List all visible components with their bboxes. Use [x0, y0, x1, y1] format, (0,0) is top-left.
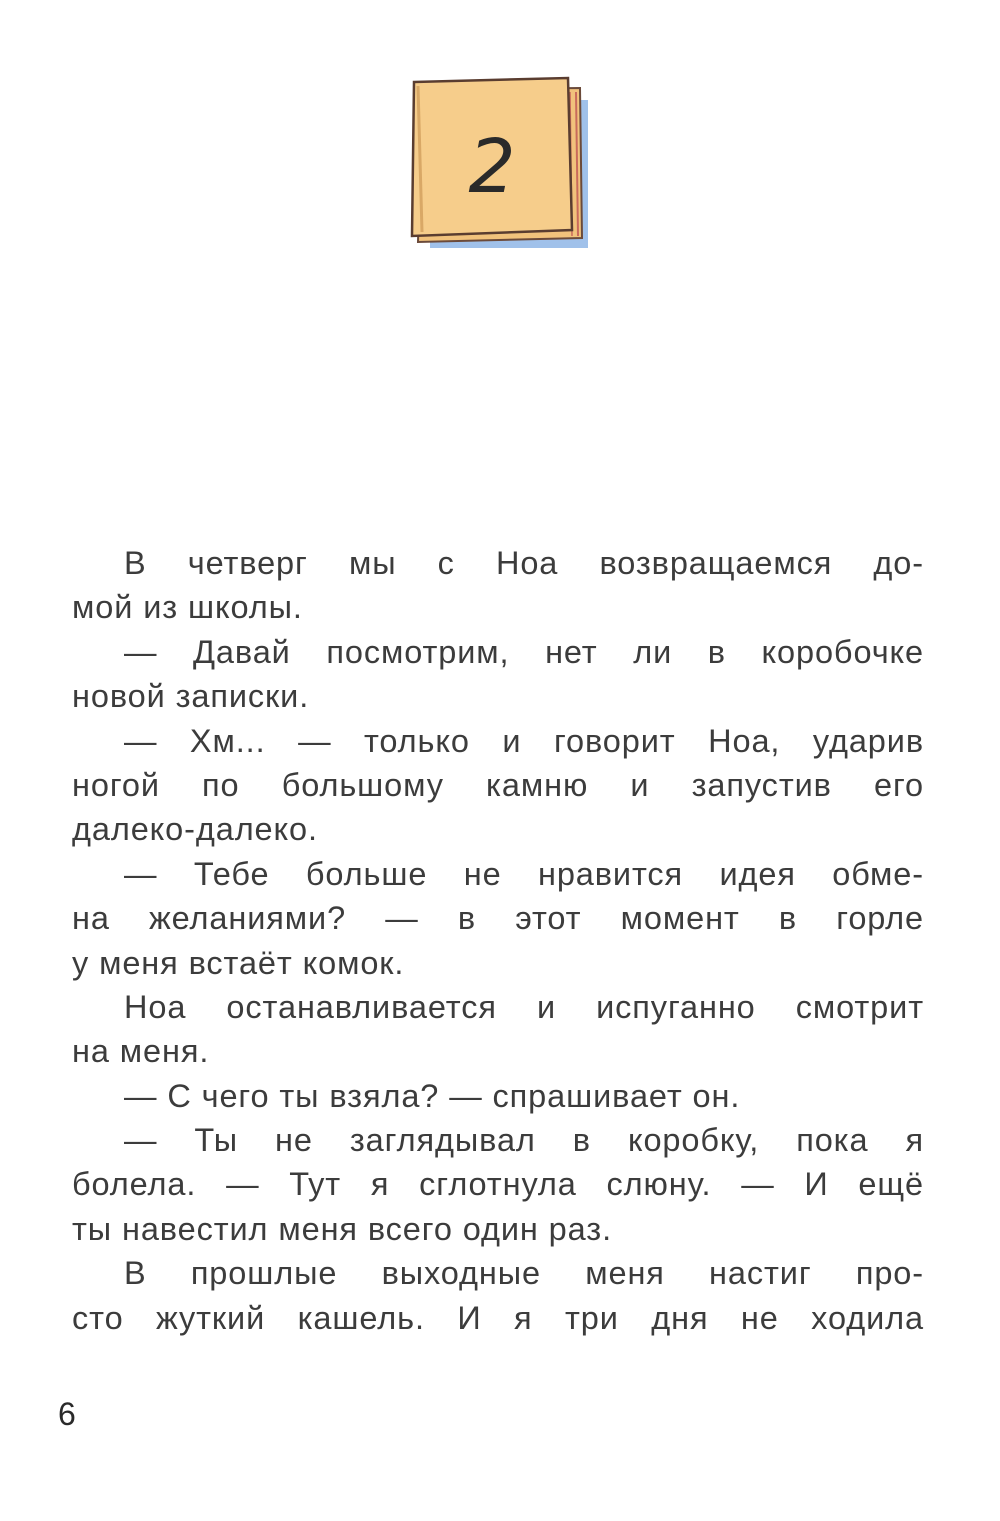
text-line: — Давай посмотрим, нет ли в коробочке	[124, 633, 924, 670]
text-line: мой из школы.	[72, 589, 303, 626]
chapter-number-badge	[408, 70, 594, 256]
text-line: — Тебе больше не нравится идея обме-	[124, 855, 924, 892]
text-line: — Ты не заглядывал в коробку, пока я	[124, 1122, 924, 1159]
text-line: В четверг мы с Ноа возвращаемся до-	[124, 545, 924, 581]
page-number: 6	[58, 1396, 76, 1432]
text-line: сто жуткий кашель. И я три дня не ходила	[72, 1299, 924, 1336]
text-line: В прошлые выходные меня настиг про-	[124, 1255, 924, 1292]
text-line: далеко-далеко.	[72, 811, 318, 848]
text-line: новой записки.	[72, 678, 310, 715]
text-line: — Хм... — только и говорит Ноа, ударив	[124, 722, 924, 759]
chapter-card-illustration	[408, 70, 594, 256]
chapter-number: 2	[468, 124, 516, 210]
text-line: у меня встаёт комок.	[72, 944, 405, 981]
text-line: на желаниями? — в этот момент в горле	[72, 900, 924, 937]
story-text	[72, 541, 924, 1340]
text-line: — С чего ты взяла? — спрашивает он.	[124, 1077, 741, 1114]
text-line: ногой по большому камню и запустив его	[72, 766, 924, 803]
text-line: ты навестил меня всего один раз.	[72, 1210, 612, 1247]
text-line: болела. — Тут я сглотнула слюну. — И ещё	[72, 1166, 924, 1203]
text-line: на меня.	[72, 1033, 210, 1070]
text-line: Ноа останавливается и испуганно смотрит	[124, 988, 924, 1025]
